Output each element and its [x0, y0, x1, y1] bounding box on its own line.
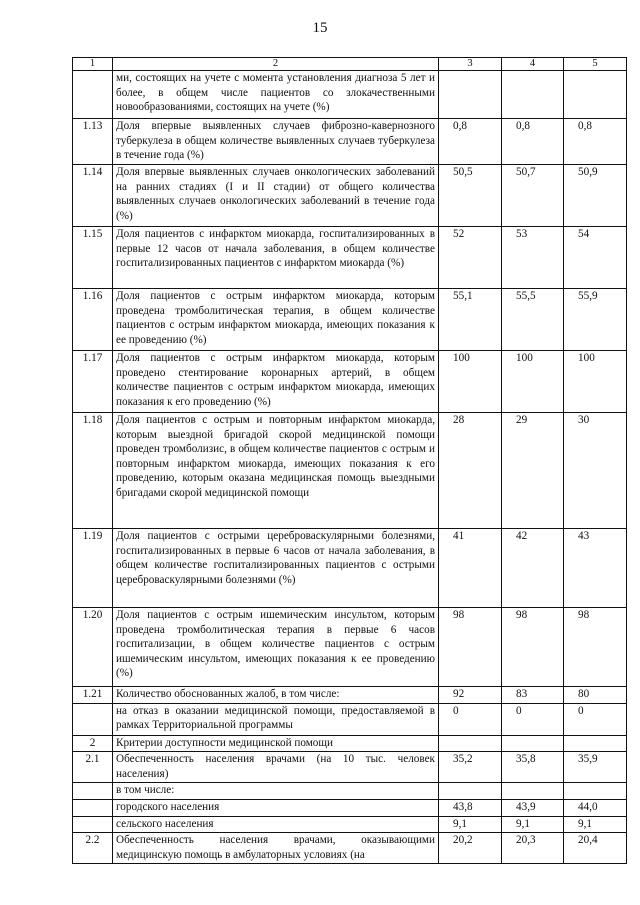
row-indicator-text: Доля пациентов с острым инфарктом миокарда, которым проведено стентирование коронарных артерий, в общем количестве пациентов с острым инфарктом миокарда, имеющих показания к его проведению (%): [113, 351, 439, 413]
table-row: [73, 227, 627, 289]
row-value-col3: 20,2: [439, 833, 502, 864]
row-indicator-text: Количество обоснованных жалоб, в том числе:: [113, 687, 439, 704]
table-row: [73, 608, 627, 687]
table-row: [73, 703, 627, 735]
row-indicator-text: сельского населения: [113, 816, 439, 833]
row-value-col4: [502, 735, 564, 752]
header-col-3: 3: [439, 58, 502, 71]
row-value-col5: 44,0: [564, 799, 627, 816]
row-indicator-text: в том числе:: [113, 783, 439, 800]
row-number: 1.15: [73, 227, 113, 289]
table-row: [73, 165, 627, 227]
row-value-col4: 42: [502, 529, 564, 608]
row-value-col3: 50,5: [439, 165, 502, 227]
row-value-col4: 35,8: [502, 752, 564, 783]
row-number: 1.19: [73, 529, 113, 608]
row-indicator-text: Обеспеченность населения врачами, оказывающими медицинскую помощь в амбулаторных условиях (на: [113, 833, 439, 864]
row-indicator-text: Критерии доступности медицинской помощи: [113, 735, 439, 752]
row-value-col3: 41: [439, 529, 502, 608]
row-indicator-text: Обеспеченность населения врачами (на 10 тыс. человек населения): [113, 752, 439, 783]
row-number: [73, 799, 113, 816]
row-value-col5: 35,9: [564, 752, 627, 783]
row-value-col5: 50,9: [564, 165, 627, 227]
row-value-col3: 43,8: [439, 799, 502, 816]
row-value-col3: 100: [439, 351, 502, 413]
row-value-col4: 0: [502, 703, 564, 735]
row-indicator-text: Доля впервые выявленных случаев онкологических заболеваний на ранних стадиях (I и II стадии) от общего количества выявленных случаев онкологических заболеваний в течение года (%): [113, 165, 439, 227]
row-value-col3: 9,1: [439, 816, 502, 833]
table-row: [73, 413, 627, 529]
row-number: 1.20: [73, 608, 113, 687]
row-indicator-text: Доля пациентов с острыми цереброваскулярными болезнями, госпитализированных в первые 6 часов от начала заболевания, в общем количестве госпитализированных пациентов с острыми цереброваскулярными болезнями (%): [113, 529, 439, 608]
row-value-col5: 98: [564, 608, 627, 687]
row-indicator-text: Доля пациентов с инфарктом миокарда, госпитализированных в первые 12 часов от начала заболевания, в общем количестве госпитализированных пациентов с инфарктом миокарда (%): [113, 227, 439, 289]
table-row: [73, 752, 627, 783]
table-row: [73, 735, 627, 752]
row-number: 1.18: [73, 413, 113, 529]
row-number: [73, 816, 113, 833]
table-row: [73, 783, 627, 800]
row-number: 1.14: [73, 165, 113, 227]
row-value-col4: 50,7: [502, 165, 564, 227]
row-indicator-text: Доля пациентов с острым и повторным инфарктом миокарда, которым выездной бригадой скорой медицинской помощи проведен тромболизис, в общем количестве пациентов с острым и повторным инфарктом миокарда, имеющих показания к его проведению, которым оказана медицинская помощь выездными бригадами скорой медицинской помощи: [113, 413, 439, 529]
row-number: 2.2: [73, 833, 113, 864]
table-row: [73, 351, 627, 413]
header-col-4: 4: [502, 58, 564, 71]
table-header-row: [73, 58, 627, 71]
row-value-col4: [502, 783, 564, 800]
row-value-col4: 9,1: [502, 816, 564, 833]
row-value-col3: 52: [439, 227, 502, 289]
row-value-col4: 29: [502, 413, 564, 529]
row-value-col5: [564, 71, 627, 119]
row-value-col4: 0,8: [502, 119, 564, 165]
row-value-col5: 9,1: [564, 816, 627, 833]
row-value-col3: 28: [439, 413, 502, 529]
table-row: [73, 833, 627, 864]
row-value-col5: 0,8: [564, 119, 627, 165]
table-row: [73, 799, 627, 816]
criteria-table: [72, 57, 627, 864]
row-value-col5: [564, 783, 627, 800]
table-row: [73, 687, 627, 704]
row-value-col4: [502, 71, 564, 119]
row-value-col5: 20,4: [564, 833, 627, 864]
table-row: [73, 289, 627, 351]
row-value-col3: 98: [439, 608, 502, 687]
page-number: 15: [312, 20, 328, 36]
row-indicator-text: Доля пациентов с острым инфарктом миокарда, которым проведена тромболитическая терапия, в общем количестве пациентов с острым инфарктом миокарда, имеющих показания к ее проведению (%): [113, 289, 439, 351]
row-value-col4: 43,9: [502, 799, 564, 816]
table-row: [73, 529, 627, 608]
row-number: [73, 703, 113, 735]
row-number: 2: [73, 735, 113, 752]
row-indicator-text: ми, состоящих на учете с момента установления диагноза 5 лет и более, в общем числе пациентов со злокачественными новообразованиями, состоящих на учете (%): [113, 71, 439, 119]
header-col-1: 1: [73, 58, 113, 71]
row-value-col3: 55,1: [439, 289, 502, 351]
row-value-col5: [564, 735, 627, 752]
row-indicator-text: городского населения: [113, 799, 439, 816]
header-col-5: 5: [564, 58, 627, 71]
row-value-col4: 53: [502, 227, 564, 289]
row-value-col5: 43: [564, 529, 627, 608]
table-row: [73, 816, 627, 833]
row-number: 1.13: [73, 119, 113, 165]
row-indicator-text: Доля впервые выявленных случаев фиброзно-кавернозного туберкулеза в общем количестве выявленных случаев туберкулеза в течение года (%): [113, 119, 439, 165]
table-row: [73, 119, 627, 165]
row-value-col3: 0: [439, 703, 502, 735]
row-value-col4: 20,3: [502, 833, 564, 864]
row-value-col3: 35,2: [439, 752, 502, 783]
row-value-col3: 92: [439, 687, 502, 704]
row-value-col3: 0,8: [439, 119, 502, 165]
row-indicator-text: на отказ в оказании медицинской помощи, предоставляемой в рамках Территориальной программы: [113, 703, 439, 735]
row-value-col3: [439, 783, 502, 800]
row-value-col3: [439, 71, 502, 119]
header-col-2: 2: [113, 58, 439, 71]
row-value-col4: 83: [502, 687, 564, 704]
row-value-col5: 54: [564, 227, 627, 289]
row-value-col4: 100: [502, 351, 564, 413]
row-value-col5: 30: [564, 413, 627, 529]
row-value-col5: 55,9: [564, 289, 627, 351]
row-number: 1.21: [73, 687, 113, 704]
row-value-col4: 55,5: [502, 289, 564, 351]
row-number: 1.16: [73, 289, 113, 351]
row-value-col5: 100: [564, 351, 627, 413]
row-value-col5: 80: [564, 687, 627, 704]
row-value-col4: 98: [502, 608, 564, 687]
table-row: [73, 71, 627, 119]
row-number: 1.17: [73, 351, 113, 413]
row-number: [73, 783, 113, 800]
row-value-col5: 0: [564, 703, 627, 735]
row-value-col3: [439, 735, 502, 752]
row-number: 2.1: [73, 752, 113, 783]
row-number: [73, 71, 113, 119]
row-indicator-text: Доля пациентов с острым ишемическим инсультом, которым проведена тромболитическая терапия в первые 6 часов госпитализации, в общем количестве пациентов с острым ишемическим инсультом, имеющих показания к ее проведению (%): [113, 608, 439, 687]
